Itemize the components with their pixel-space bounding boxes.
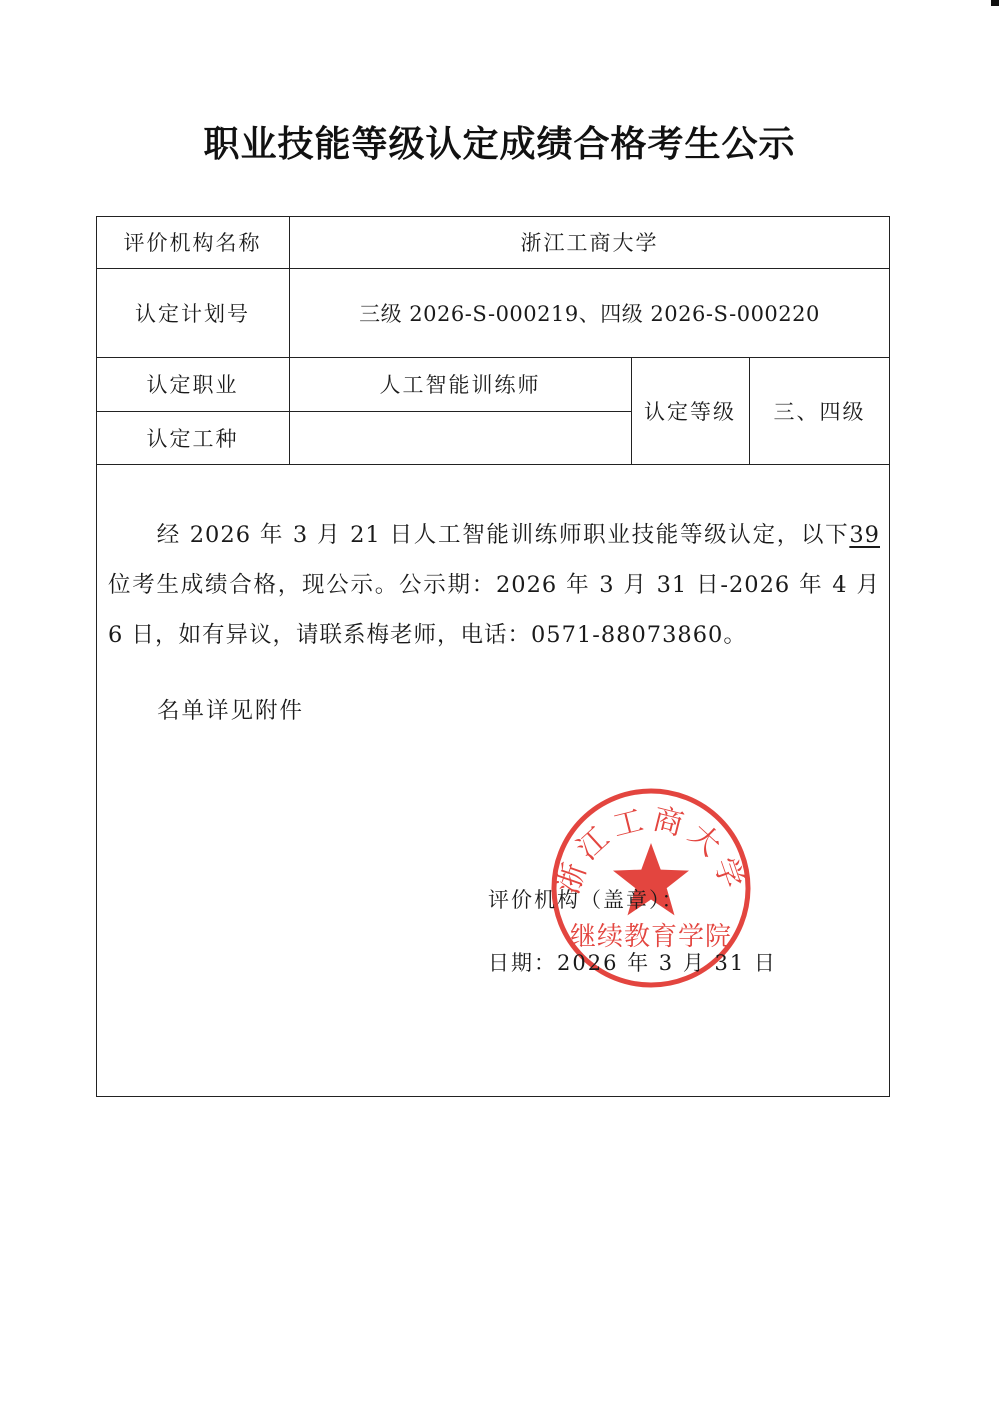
occupation-value: 人工智能训练师 [379,373,541,397]
plan-label: 认定计划号 [135,301,250,326]
signature-org-label: 评价机构（盖章）： [488,888,685,912]
row-divider [96,464,890,465]
type-value [289,411,631,464]
type-label: 认定工种 [146,426,239,451]
signature-date: 日期：2026 年 3 月 31 日 [488,951,777,975]
org-label: 评价机构名称 [123,231,262,255]
notice-text-part2: 位考生成绩合格，现公示。公示期：2026 年 3 月 31 日-2026 年 4 月 6 日，如有异议，请联系梅老师，电话：0571-88073860。 [108,572,880,648]
occupation-label: 认定职业 [146,373,239,397]
seal-bottom-text: 继续教育学院 [569,922,733,952]
level-value: 三、四级 [773,399,866,424]
annex-note: 名单详见附件 [157,698,305,724]
page-title: 职业技能等级认定成绩合格考生公示 [203,124,796,165]
notice-paragraph [108,510,880,660]
plan-value: 三级 2026-S-000219、四级 2026-S-000220 [359,301,820,326]
scan-edge-mark [991,0,999,6]
passed-count: 39 [849,522,880,548]
notice-text-part1: 经 2026 年 3 月 21 日人工智能训练师职业技能等级认定，以下 [156,522,850,548]
seal-top-text: 浙江工商大学 [550,801,752,899]
org-value: 浙江工商大学 [520,231,659,255]
level-label: 认定等级 [644,399,736,424]
